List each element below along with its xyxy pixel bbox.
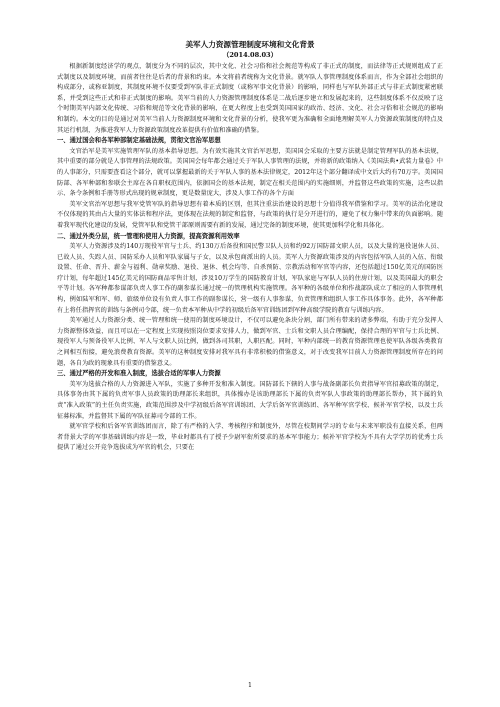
document-page <box>57 40 443 454</box>
page-number: 1 <box>248 682 252 689</box>
section-3-paragraph-1: 美军为选拔合格的人力资源进入军队，实施了多种开发和准入制度。国防部长下辖的人事与战备副部长负责指导军官招募政策的制定，具体事务由其下属的负责军事人员政策的助理部长来组织，具体操办是该助理部长下属的负责军队人事政策的助理部长帮办，其下属的负责“准入政策”的主任负责实施，政策范围涉及中学初级后备军官训练团、大学后备军官训练团、各军种军官学校、候补军官学校，以及士兵征募标准，并监督其下属的军队征募司令部的工作。 <box>57 380 443 420</box>
section-1-paragraph-2: 美军文官治军思想与我军党管军队的指导思想有着本质的区别，但其注重法治建设的思想十分值得我军借鉴和学习。美军的法治化建设不仅体现的其由占大量的实体法和程序法，更体现在法规的制定和监督，与政策的执行是分开进行的，避免了权力集中带来的负面影响。随着我军现代化建设的发展，党管军队和党管干部原则需要有新的发展，通过完备的制度环境，使其更加科学化和具体化。 <box>57 200 443 229</box>
section-2-heading: 二、通过外类分层，统一管理和使用人力资源，提高资源利用效率 <box>57 232 240 240</box>
document-date: （2014.08.03） <box>222 51 278 59</box>
section-1-heading: 一、通过国会和各军种部制定基础法规，贯彻文官治军思想 <box>57 137 221 145</box>
section-2-paragraph-2: 美军通过人力资源分类、统一管理和统一使用的制度环境设计，不仅可以避免条块分割，部门所有带来的诸多弊端，有助于充分发挥人力资源整体效益，而且可以在一定程度上实现按照岗位要求安排人力，做到军官、士兵和文职人员合理编配，保持合理的军官与士兵比例、现役军人与预备役军人比例、军人与文职人员比例，做到各司其职，人职匹配。同时，军种内部统一的教育资源管理也使军队各级各类教育之间相互衔接，避免浪费教育资源。美军的这种制度安排对我军具有非常积极的借鉴意义，对于改变我军目前人力资源管理制度所存在的问题，各自为政的现象具有重要的借鉴意义。 <box>57 317 443 367</box>
section-3-heading: 三、通过严格的开发和准入制度，选拔合适的军事人力资源 <box>57 370 221 378</box>
intro-paragraph: 根据新制度经济学的观点，制度分为不同的层次，其中文化、社会习俗和社会规范等构成了非正式的制度，而法律等正式规则组成了正式制度以及制度环境，而前者往往是后者的背景和约束。本文将前者统称为文化背景。就军队人事管理制度体系而言，作为全部社会组织的构成部分，或称亚制度，其制度环境不仅要受到军队非正式制度（或称军事文化背景）的影响，同样也与军队外部正式与非正式制度紧密联系，并受到这些正式和非正式制度的影响。美军当前的人力资源管理制度体系是二战后逐步建立和发展起来的，这些制度体系不仅反映了这个时期美军内部文化传统、习俗和规范等文化背景的影响，在更大程度上也受到美国国家的政治、经济、文化、社会习俗和社会规范的影响和制约。本文的目的是通过对美军当前人力资源制度环境和文化背景的分析，使我军更为准确和全面地理解美军人力资源政策制度的特点及其运行机制，为推进我军人力资源政策制度改革提供有价值和准确的借鉴。 <box>57 63 443 134</box>
section-2-paragraph-1: 美军人力资源涉及约140万现役军官与士兵、约130万后备役和国民警卫队人员和约92万国防部文职人员，以及大量的退役退休人员、已故人员、失踪人员、国防采办人员和军队家属与子女，以及承包商派出的人员。美军人力资源政策涉及的内容包括军队人员的入伍、衔级设置、任命、晋升、薪金与福利、勋章奖励、退役、退休、机会均等、自杀预防、宗教活动和军官等内容，还包括超过150亿美元的国防医疗计划，每年超过145亿美元的国防商品零售计划，涉及10万学生的国防教育计划，军队家庭与军队人员的住房计划，以及美国最大的职会平等计划。各军种都参谋部负责人事工作的副参谋长通过统一的管理机构实施管理。各军种的各级单位和作战部队成立了相应的人事管理机构，例如陆军和军、师、旅级单位设有负责人事工作的副参谋长，营一级有人事参谋，负责管理和组织人事工作具体事务。此外，各军种都有上将任指挥官的训练与条例司令部，统一负责本军种从中学的初级后备军官训练团到军种高级学院的教育与训练内容。 <box>57 243 443 314</box>
document-title: 美军人力资源管理制度环境和文化背景 <box>185 40 315 49</box>
section-1-paragraph-1: 文官治军是美军实施管理军队的基本指导思想。为有效实施其文官治军思想，美国国会采取的主要方法就是制定管理军队的基本法规，其中重要的部分就是人事管理的法规政策。美国国会每年都会通过关于军队人事管理的法规，并将新的政策纳入《美国法典•武装力量卷》中的人事部分，只需要查看这个部分，就可以掌握最新的关于军队人事的基本法律规定，2012年这个部分翻译成中文后大约有70万字。美国国防部、各军种部和参联会主席在各自职权范围内，依据国会的基本法规，制定在相关范围内的实施细则，并监督这些政策的实施，这些以指示、条令条例和手册等形式出现的规章制度，更是数量庞大，涉及人事工作的各个方面 <box>57 147 443 198</box>
section-3-paragraph-2: 就军官学校和后备军官训练团而言，除了有严格的入学、考核程序和制度外，尽管在校期间学习的专业与未来军职没有直接关系，但两者背景大学的军事基础训练内容是一致，毕业时都具有了授予少尉军衔所要求的基本军事能力；候补军官学校为不具有大学学历的优秀士兵提供了通过公开竞争选拔成为军官的机会，只要在 <box>57 423 443 452</box>
